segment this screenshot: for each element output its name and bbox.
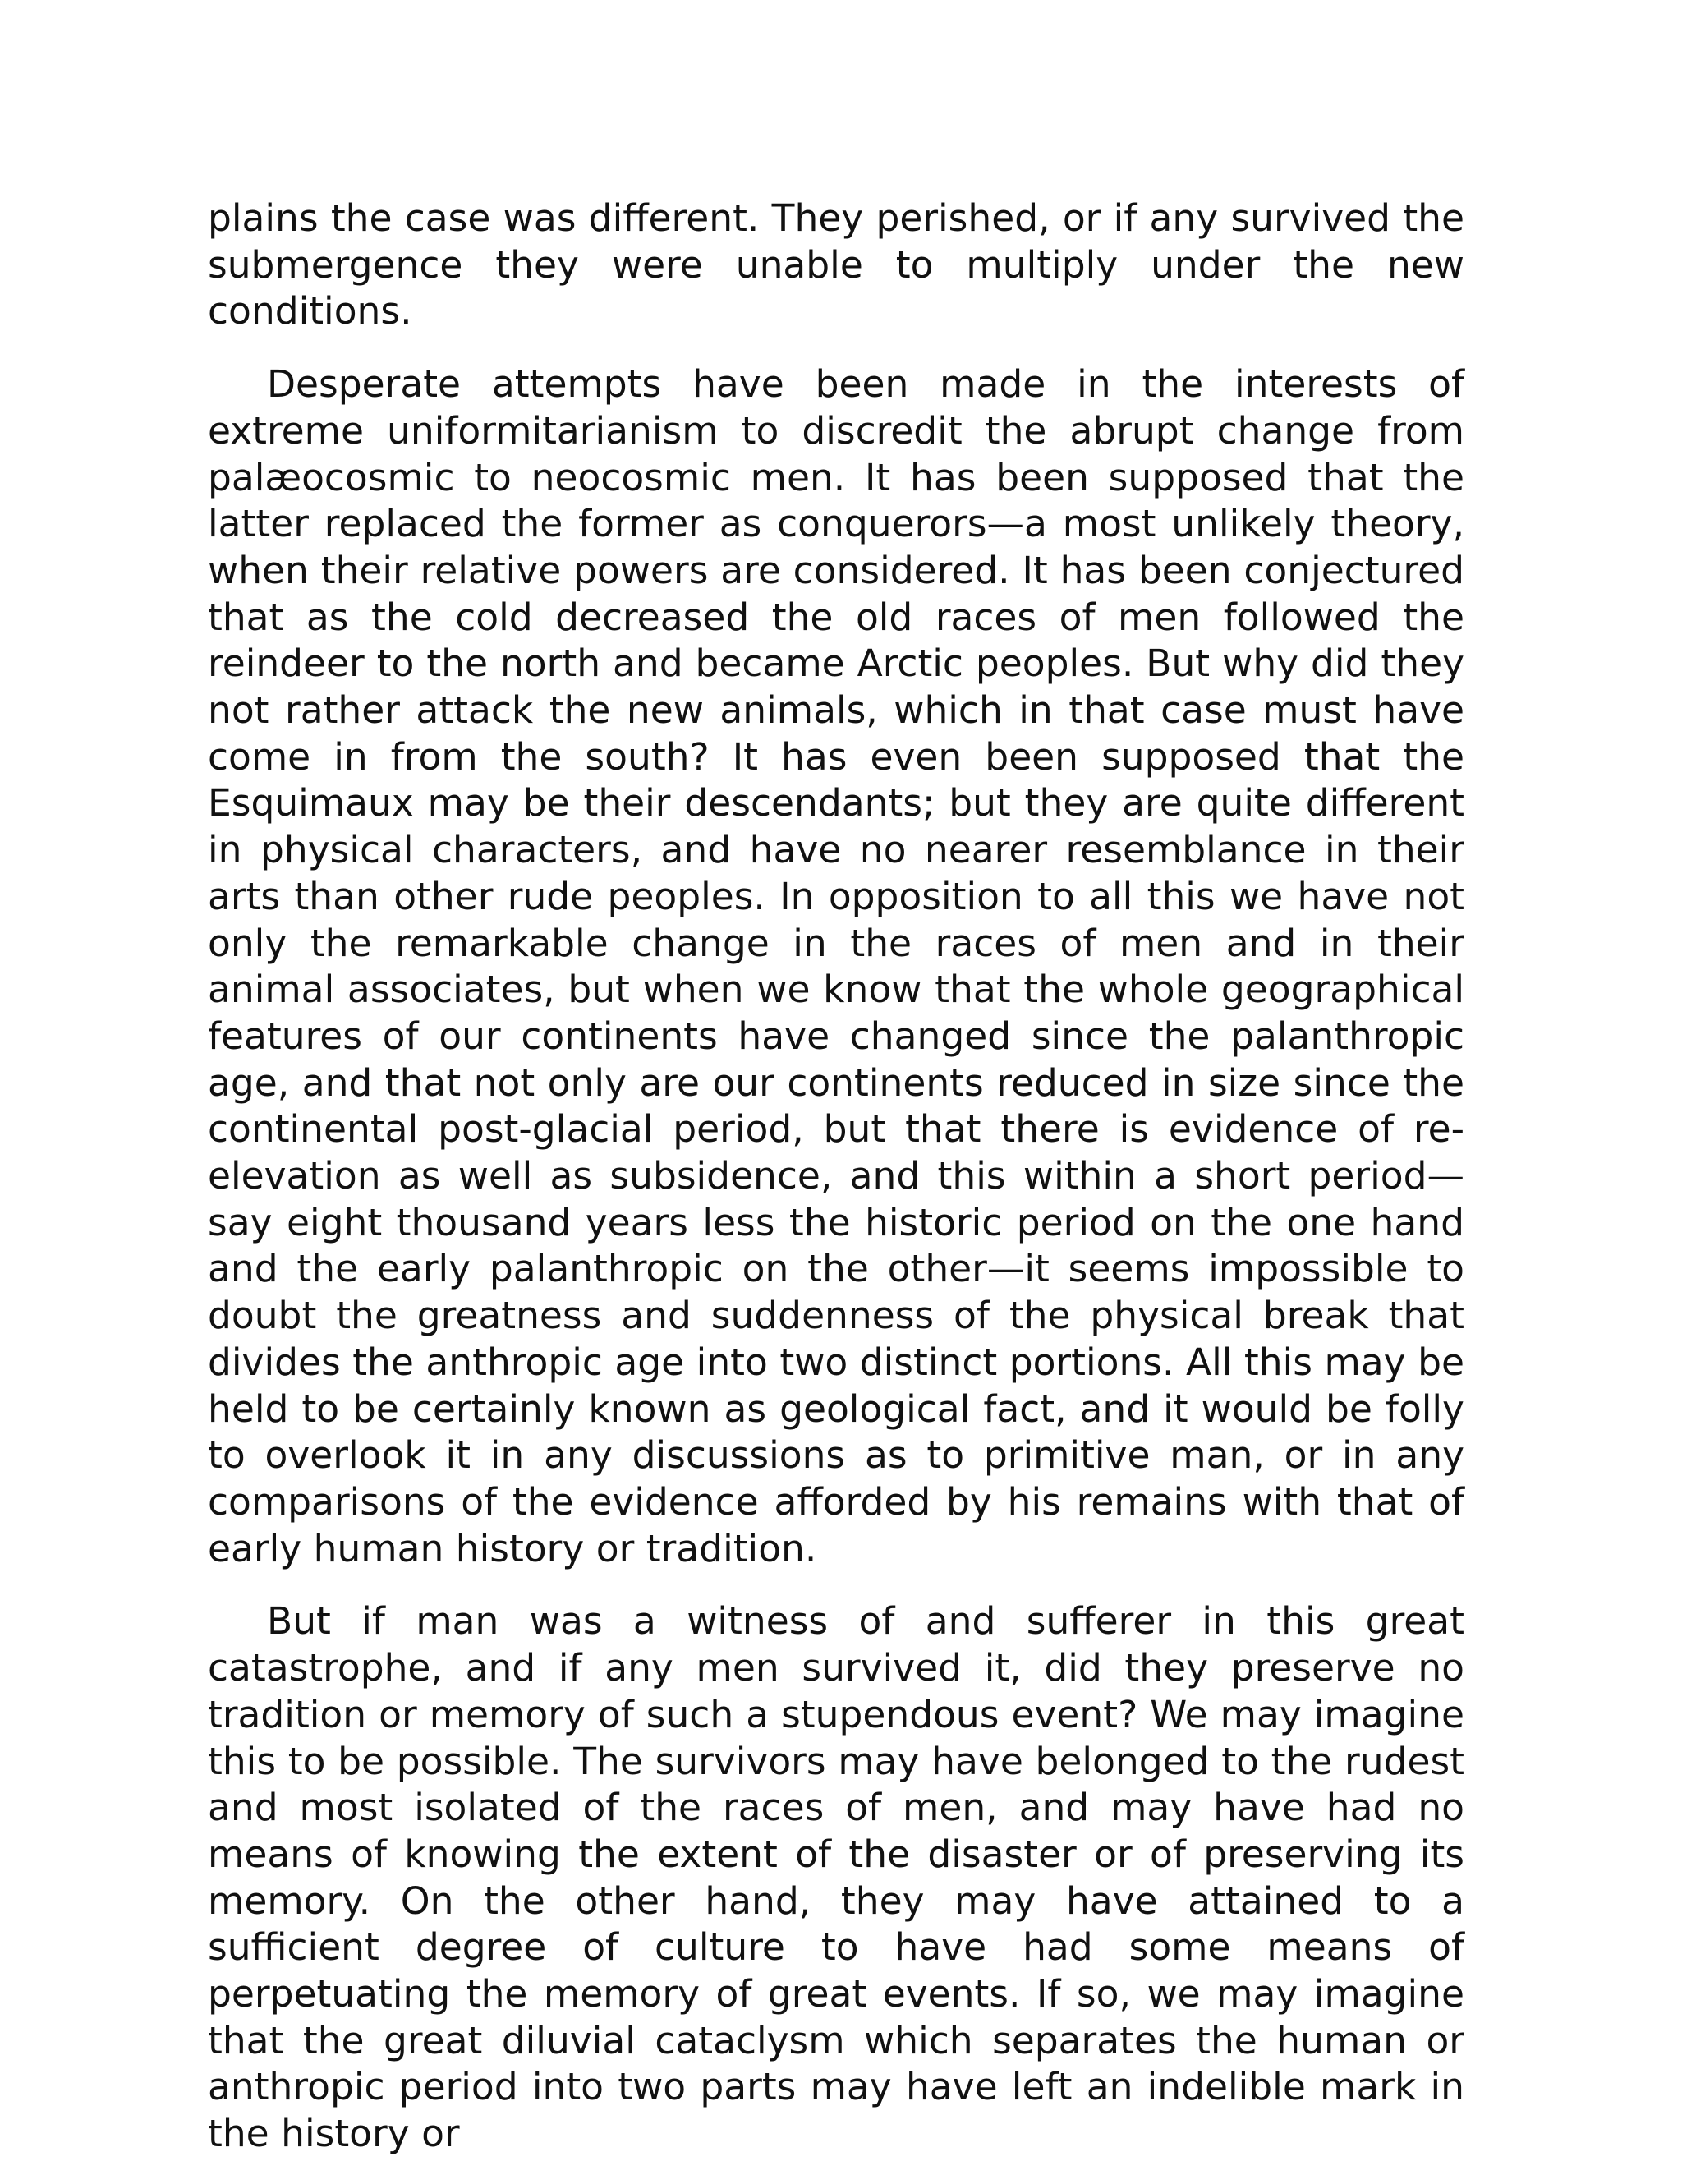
paragraph-uniformitarianism: Desperate attempts have been made in the interests of extreme uniformitarianism to discredit the abrupt change from palæocosmic to neocosmic men. It has been supposed that the latter replaced the former as conquerors—a most unlikely theory, when their relative powers are considered. It has been conjectured that as the cold decreased the old races of men followed the reindeer to the north and became Arctic peoples. But why did they not rather attack the new animals, which in that case must have come in from the south? It has even been supposed that the Esquimaux may be their descendants; but they are quite different in physical characters, and have no nearer resemblance in their arts than other rude peoples. In opposition to all this we have not only the remarkable change in the races of men and in their animal associates, but when we know that the whole geographical features of our continents have changed since the palanthropic age, and that not only are our continents reduced in size since the continental post-glacial period, but that there is evidence of re-elevation as well as subsidence, and this within a short period—say eight thousand years less the historic period on the one hand and the early palanthropic on the other—it seems impossible to doubt the greatness and suddenness of the physical break that divides the anthropic age into two distinct portions. All this may be held to be certainly known as geological fact, and it would be folly to overlook it in any discussions as to primitive man, or in any comparisons of the evidence afforded by his remains with that of early human history or tradition. — [208, 362, 1464, 1570]
paragraph-continued: plains the case was different. They perished, or if any survived the submergence they were unable to multiply under the new conditions. — [208, 196, 1464, 333]
paragraph-catastrophe: But if man was a witness of and sufferer in this great catastrophe, and if any men survived it, did they preserve no tradition or memory of such a stupendous event? We may imagine this to be possible. The survivors may have belonged to the rudest and most isolated of the races of men, and may have had no means of knowing the extent of the disaster or of preserving its memory. On the other hand, they may have attained to a sufficient degree of culture to have had some means of perpetuating the memory of great events. If so, we may imagine that the great diluvial cataclysm which separates the human or anthropic period into two parts may have left an indelible mark in the history or — [208, 1599, 1464, 2156]
document-page — [208, 195, 1464, 2184]
